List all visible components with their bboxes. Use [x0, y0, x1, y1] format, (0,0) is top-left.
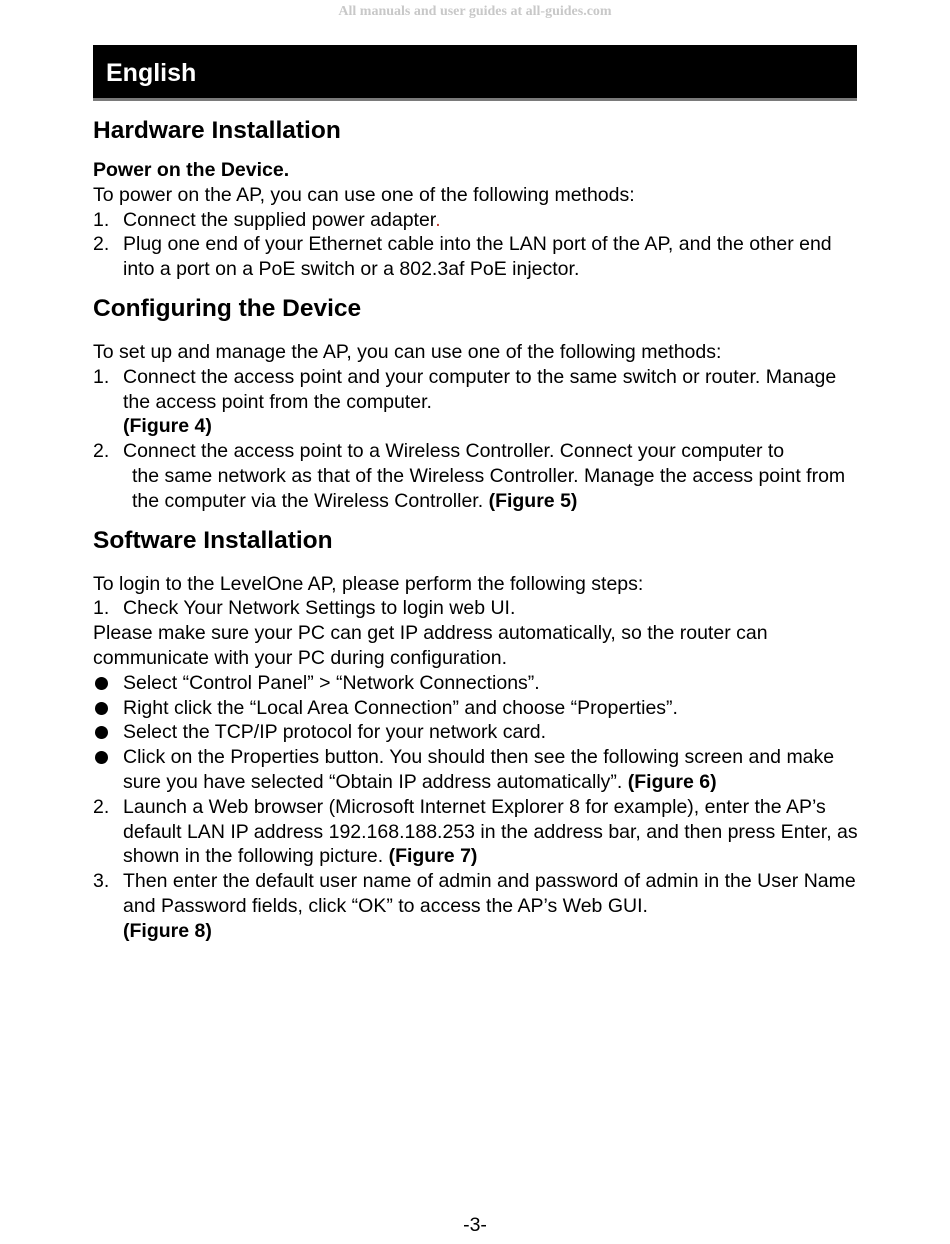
list-text-first-line: Connect the access point to a Wireless Controller. Connect your computer to	[123, 440, 785, 463]
list-number: 1.	[93, 597, 110, 620]
bullet-item	[93, 720, 868, 745]
list-text: the same network as that of the Wireless Controller. Manage the access point from the computer via the Wireless Controller.	[132, 464, 846, 512]
list-number: 1.	[93, 365, 110, 388]
bullet-icon	[95, 677, 108, 690]
list-text: Connect the supplied power adapter	[123, 208, 436, 231]
language-header-bar	[93, 45, 857, 101]
figure-reference: (Figure 8)	[123, 919, 212, 942]
configuring-device-section	[93, 292, 868, 514]
bullet-item	[93, 745, 868, 795]
hardware-installation-heading: Hardware Installation	[93, 117, 341, 144]
figure-reference: (Figure 5)	[488, 489, 578, 512]
list-number: 2.	[93, 795, 110, 818]
list-text: Check Your Network Settings to login web UI.	[123, 597, 516, 620]
list-item	[93, 869, 868, 943]
list-item	[93, 795, 868, 869]
bullet-item	[93, 671, 868, 696]
list-item	[93, 232, 868, 282]
language-label: English	[106, 59, 197, 87]
list-number: 2.	[93, 440, 110, 463]
bullet-icon	[95, 726, 108, 739]
page-number: -3-	[463, 1214, 487, 1236]
list-number: 2.	[93, 233, 110, 256]
watermark-text: All manuals and user guides at all-guides.com	[338, 4, 612, 19]
list-text: Plug one end of your Ethernet cable into the LAN port of the AP, and the other end into a port on a PoE switch or a 802.3af PoE injector.	[123, 233, 832, 281]
network-note: Please make sure your PC can get IP address automatically, so the router can communicate with your PC during configuration.	[93, 622, 768, 669]
list-number: 1.	[93, 208, 110, 231]
bullet-text: Select the TCP/IP protocol for your network card.	[123, 721, 547, 744]
software-installation-heading: Software Installation	[93, 526, 333, 554]
power-on-subheading: Power on the Device.	[93, 159, 290, 181]
list-text: Connect the access point and your computer to the same switch or router. Manage the access point from the computer.	[123, 365, 837, 413]
bullet-item	[93, 696, 868, 721]
list-text-trail: .	[435, 208, 441, 231]
hardware-installation-section	[93, 114, 868, 282]
figure-reference: (Figure 7)	[388, 845, 478, 868]
configuring-device-heading: Configuring the Device	[93, 294, 362, 322]
list-item	[93, 439, 868, 513]
software-installation-section	[93, 524, 868, 944]
list-item	[93, 208, 868, 233]
bullet-text: Select “Control Panel” > “Network Connections”.	[123, 671, 540, 694]
list-text: Launch a Web browser (Microsoft Internet Explorer 8 for example), enter the AP’s default LAN IP address 192.168.188.253 in the address bar, and then press Enter, as shown in the following picture.	[123, 795, 858, 868]
list-number: 3.	[93, 870, 110, 893]
bullet-icon	[95, 751, 108, 764]
bullet-icon	[95, 702, 108, 715]
list-item	[93, 365, 868, 439]
figure-reference: (Figure 6)	[627, 770, 717, 793]
list-item	[93, 596, 868, 621]
list-text: Then enter the default user name of admin and password of admin in the User Name and Password fields, click “OK” to access the AP’s Web GUI.	[123, 870, 856, 917]
hardware-intro: To power on the AP, you can use one of the following methods:	[93, 183, 635, 206]
figure-reference: (Figure 4)	[123, 415, 212, 438]
configuring-intro: To set up and manage the AP, you can use one of the following methods:	[93, 340, 722, 363]
software-intro: To login to the LevelOne AP, please perform the following steps:	[93, 572, 644, 595]
bullet-text: Click on the Properties button. You should then see the following screen and make sure you have selected “Obtain IP address automatically”.	[123, 746, 835, 793]
document-body	[93, 114, 868, 944]
bullet-text: Right click the “Local Area Connection” and choose “Properties”.	[123, 696, 678, 719]
